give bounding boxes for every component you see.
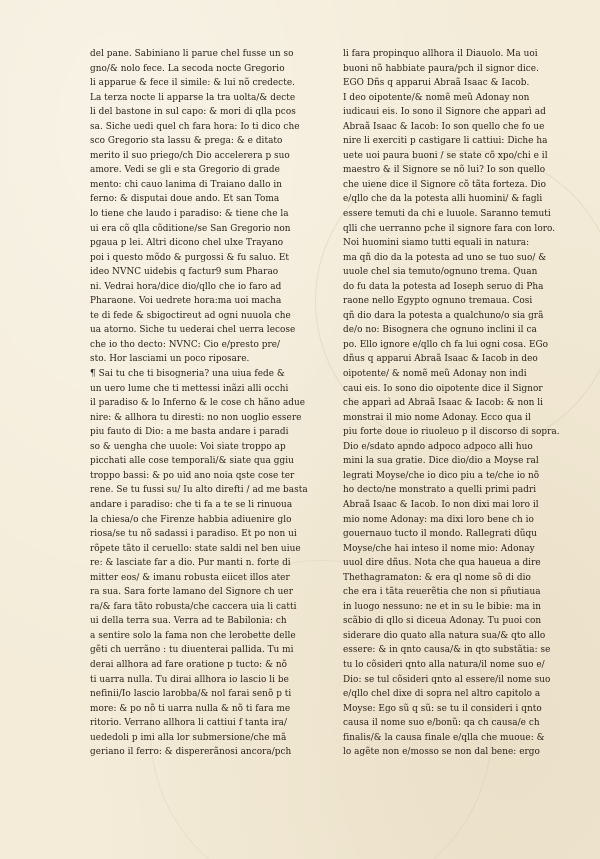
- right-column-line: tu lo cõsideri qnto alla natura/il nome suo e/: [343, 659, 545, 670]
- left-column-line: uededoli p imi alla lor submersione/che mã: [90, 732, 287, 743]
- left-column-line: ui era cõ qlla cõditione/se San Gregorio non: [90, 223, 291, 234]
- right-column-line: Moyse/che hai inteso il nome mio: Adonay: [343, 543, 535, 554]
- left-column-line: pgaua p lei. Altri dicono chel ulxe Trayano: [90, 238, 284, 249]
- right-column-line: Moyse: Ego sũ q sũ: se tu il consideri i qnto: [343, 703, 542, 714]
- left-text-column: [90, 47, 325, 760]
- left-column-line: La terza nocte li apparse la tra uolta/& decte: [90, 92, 296, 103]
- right-column-line: e/qllo chel dixe di sopra nel altro capitolo a: [343, 689, 541, 700]
- right-column-line: Noi huomini siamo tutti equali in natura:: [343, 238, 530, 249]
- left-column-line: ra sua. Sara forte lamano del Signore ch uer: [90, 587, 293, 598]
- left-column-line: andare i paradiso: che ti fa a te se li rinuoua: [90, 499, 293, 510]
- right-column-line: monstrai il mio nome Adonay. Ecco qua il: [343, 412, 531, 423]
- right-column-line: raone nello Egypto ognuno tremaua. Cosi: [343, 296, 533, 307]
- right-column-line: oipotente/ & nomẽ meũ Adonay non indi: [343, 369, 527, 380]
- right-column-line: ma qñ dio da la potesta ad uno se tuo suo/ &: [343, 252, 547, 263]
- right-column-line: I deo oipotente/& nomẽ meũ Adonay non: [343, 92, 530, 103]
- right-column-line: dñus q apparui Abraã Isaac & Iacob in deo: [343, 354, 538, 365]
- left-column-line: il paradiso & lo Inferno & le cose ch hãno adue: [90, 398, 306, 409]
- right-column-line: caui eis. Io sono dio oipotente dice il Signor: [343, 383, 543, 394]
- right-column-line: in luogo nessuno: ne et in su le bibie: ma in: [343, 601, 542, 612]
- right-column-line: che apparì ad Abraã Isaac & Iacob: & non li: [343, 398, 544, 409]
- right-column-line: lo agẽte non e/mosso se non dal bene: ergo: [343, 747, 540, 758]
- right-column-line: essere temuti da chi e luuole. Saranno temuti: [343, 209, 551, 220]
- right-column-line: Dio e/sdato apndo adpoco adpoco alli huo: [343, 441, 533, 452]
- right-column-line: gouernauo tucto il mondo. Rallegrati dũqu: [343, 529, 537, 540]
- right-column-line: Dio: se tul cõsideri qnto al essere/il nome suo: [343, 674, 551, 685]
- right-column-line: scãbio di qllo si diceua Adonay. Tu puoi con: [343, 616, 542, 627]
- left-column-line: sco Gregorio sta lassu & prega: & e ditato: [90, 136, 283, 147]
- right-column-line: de/o no: Bisognera che ognuno inclini il ca: [343, 325, 537, 336]
- right-column-line: legrati Moyse/che io dico piu a te/che io nõ: [343, 470, 540, 481]
- left-column-line: ritorio. Verrano allhora li cattiui f tanta ira/: [90, 718, 288, 729]
- right-column-line: Thethagramaton: & era ql nome sõ di dio: [343, 572, 531, 583]
- left-column-line: sto. Hor lasciami un poco riposare.: [90, 354, 250, 365]
- left-column-line: picchati alle cose temporali/& siate qua ggiu: [90, 456, 294, 467]
- left-column-line: lo tiene che laudo i paradiso: & tiene che la: [90, 209, 289, 220]
- left-column-line: te di fede & sbigoctireut ad ogni nuuola che: [90, 310, 291, 321]
- right-column-line: qñ dio dara la potesta a qualchuno/o sia grã: [343, 310, 544, 321]
- left-column-line: Pharaone. Voi uedrete hora:ma uoi macha: [90, 296, 282, 307]
- right-column-line: uuol dire dñus. Nota che qua haueua a dire: [343, 558, 541, 569]
- left-column-line: sa. Siche uedi quel ch fara hora: Io ti dico che: [90, 121, 300, 132]
- right-column-line: finalis/& la causa finale e/qlla che muoue: &: [343, 732, 545, 743]
- left-column-line: amore. Vedi se gli e sta Gregorio di grade: [90, 165, 280, 176]
- left-column-line: ferno: & disputai doue ando. Et san Toma: [90, 194, 280, 205]
- left-column-line: gno/& nolo fece. La secoda nocte Gregorio: [90, 63, 285, 74]
- right-column-line: Abraã Isaac & Iacob. Io non dixi mai loro il: [343, 499, 539, 510]
- left-column-line: ua atorno. Siche tu uederai chel uerra lecose: [90, 325, 296, 336]
- right-column-line: Abraã Isaac & Iacob: Io son quello che fo ue: [343, 121, 545, 132]
- left-column-line: so & uengha che uuole: Voi siate troppo ap: [90, 441, 286, 452]
- right-text-column: [343, 47, 578, 760]
- left-column-line: ui della terra sua. Verra ad te Babilonia: ch: [90, 616, 287, 627]
- left-column-line: mitter eos/ & imanu robusta eiicet illos ater: [90, 572, 290, 583]
- left-column-line: un uero lume che ti mettessi inãzi alli occhi: [90, 383, 289, 394]
- right-column-line: maestro & il Signore se nõ lui? Io son quello: [343, 165, 546, 176]
- left-column-line: che io tho decto: NVNC: Cio e/presto pre/: [90, 339, 281, 350]
- right-column-line: mini la sua gratie. Dice dio/dio a Moyse ral: [343, 456, 539, 467]
- right-column-line: mio nome Adonay: ma dixi loro bene ch io: [343, 514, 534, 525]
- left-column-line: nefinii/Io lascio larobba/& nol farai senõ p ti: [90, 689, 292, 700]
- right-column-line: piu forte doue io riuoleuo p il discorso di sopra.: [343, 427, 560, 438]
- right-column-line: causa il nome suo e/bonũ: qa ch causa/e ch: [343, 718, 540, 729]
- left-column-line: li del bastone in sul capo: & mori di qlla pcos: [90, 107, 296, 118]
- left-column-line: a sentire solo la fama non che lerobette delle: [90, 630, 296, 641]
- right-column-line: EGO Dñs q apparui Abraã Isaac & Iacob.: [343, 78, 530, 89]
- left-column-line: ti uarra nulla. Tu dirai allhora io lascio li be: [90, 674, 289, 685]
- right-column-line: che era i tãta reuerẽtia che non si pñutiaua: [343, 587, 541, 598]
- left-column-line: rene. Se tu fussi su/ Iu alto direfti / ad me basta: [90, 485, 308, 496]
- left-column-line: ra/& fara tãto robusta/che caccera uia li catti: [90, 601, 297, 612]
- left-column-line: rõpete tãto il ceruello: state saldi nel ben uiue: [90, 543, 301, 554]
- right-column-line: siderare dio quato alla natura sua/& qto allo: [343, 630, 546, 641]
- right-column-line: ho decto/ne monstrato a quelli primi padri: [343, 485, 537, 496]
- right-column-line: qlli che uerranno pche il signore fara con loro.: [343, 223, 556, 234]
- left-column-line: re: & lasciate far a dio. Pur manti n. forte di: [90, 558, 291, 569]
- left-column-line: more: & po nõ ti uarra nulla & nõ ti fara me: [90, 703, 291, 714]
- left-column-line: ¶ Sai tu che ti bisogneria? una uiua fede &: [90, 369, 285, 380]
- left-column-line: piu fauto di Dio: a me basta andare i paradi: [90, 427, 289, 438]
- right-column-line: uete uoi paura buoni / se state cõ xpo/chi e il: [343, 150, 548, 161]
- left-column-line: li apparue & fece il simile: & lui nõ credecte.: [90, 78, 295, 89]
- left-column-line: mento: chi cauo lanima di Traiano dallo in: [90, 179, 283, 190]
- left-column-line: ideo NVNC uidebis q factur9 sum Pharao: [90, 267, 279, 278]
- right-column-line: essere: & in qnto causa/& in qto substãtia: se: [343, 645, 551, 656]
- left-column-line: la chiesa/o che Firenze habbia adiuenire glo: [90, 514, 292, 525]
- left-column-line: merito il suo priego/ch Dio accelerera p suo: [90, 150, 290, 161]
- right-column-line: buoni nõ habbiate paura/pch il signor dice.: [343, 63, 539, 74]
- left-column-line: troppo bassi: & po uid ano noia qste cose ter: [90, 470, 295, 481]
- right-column-line: po. Ello ignore e/qllo ch fa lui ogni cosa. EGo: [343, 339, 549, 350]
- right-column-line: uuole chel sia temuto/ognuno trema. Quan: [343, 267, 538, 278]
- right-column-line: iudicaui eis. Io sono il Signore che apparì ad: [343, 107, 546, 118]
- right-column-line: e/qllo che da la potesta alli huomini/ & fagli: [343, 194, 543, 205]
- right-column-line: nire li exerciti p castigare li cattiui: Diche ha: [343, 136, 548, 147]
- left-column-line: riosa/se tu nõ sadassi i paradiso. Et po non ui: [90, 529, 297, 540]
- left-column-line: del pane. Sabiniano li parue chel fusse un so: [90, 49, 294, 59]
- left-column-line: ni. Vedrai hora/dice dio/qllo che io faro ad: [90, 281, 282, 292]
- right-column-line: do fu data la potesta ad Ioseph seruo di Pha: [343, 281, 544, 292]
- left-column-line: derai allhora ad fare oratione p tucto: & nõ: [90, 659, 288, 670]
- right-column-line: li fara propinquo allhora il Diauolo. Ma uoi: [343, 49, 538, 59]
- left-column-line: poi i questo mõdo & purgossi & fu saluo. Et: [90, 252, 290, 263]
- left-column-line: geriano il ferro: & dispererãnosi ancora/pch: [90, 747, 292, 758]
- right-column-line: che uiene dice il Signore cõ tãta forteza. Dio: [343, 179, 546, 190]
- left-column-line: gẽti ch uerrãno : tu diuenterai pallida. Tu mi: [90, 645, 294, 656]
- left-column-line: nire: & allhora tu diresti: no non uoglio essere: [90, 412, 302, 423]
